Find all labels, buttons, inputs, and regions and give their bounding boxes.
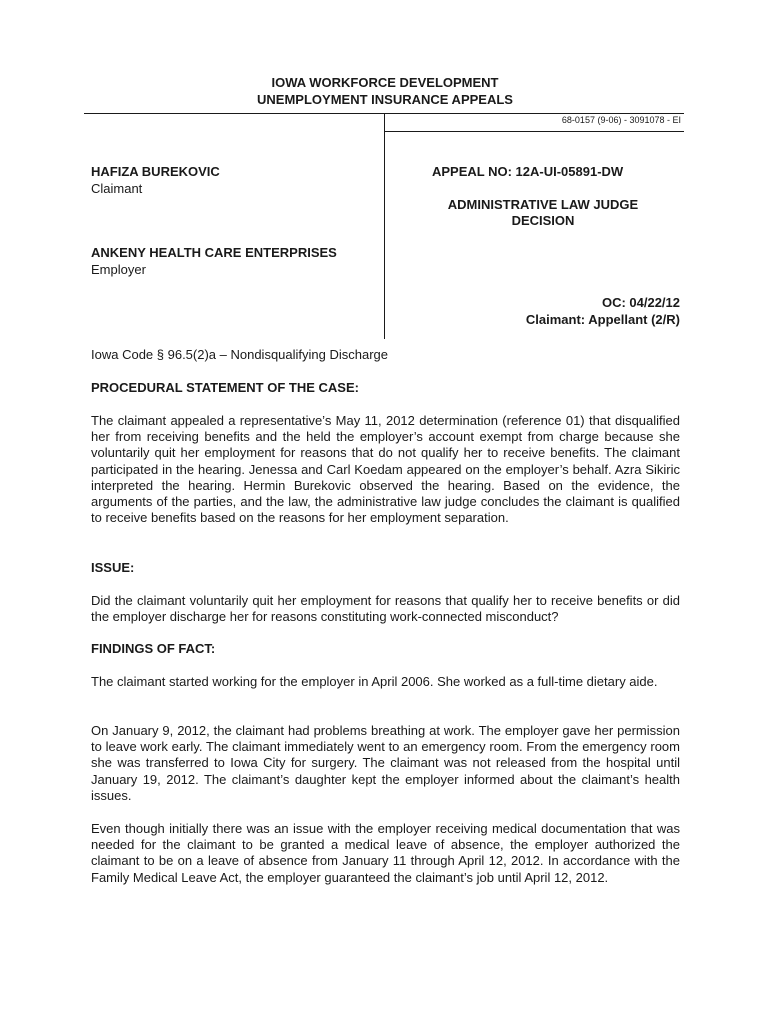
caption-divider (384, 114, 385, 339)
claimant-name: HAFIZA BUREKOVIC (91, 164, 220, 179)
findings-paragraph-2: On January 9, 2012, the claimant had problems breathing at work. The employer gave her permission to leave work early. The claimant immediately went to an emergency room. From the emergency room she was transferred to Iowa City for surgery. The claimant was not released from the hospital until January 19, 2012. The claimant’s daughter kept the employer informed about the claimant’s health issues. (91, 723, 680, 803)
decision-title: ADMINISTRATIVE LAW JUDGE (447, 197, 639, 212)
findings-paragraph-1: The claimant started working for the employer in April 2006. She worked as a full-time dietary aide. (91, 674, 658, 689)
caption-right-rule (384, 131, 684, 132)
employer-name: ANKENY HEALTH CARE ENTERPRISES (91, 245, 337, 260)
form-number: 68-0157 (9-06) - 3091078 - EI (561, 115, 681, 125)
employer-label: Employer (91, 262, 146, 277)
agency-name: IOWA WORKFORCE DEVELOPMENT (271, 75, 499, 90)
procedural-statement-paragraph: The claimant appealed a representative’s May 11, 2012 determination (reference 01) that disqualified her from receiving benefits and the held the employer’s account exempt from charge because she voluntarily quit her employment for reasons that do not qualify her to receive benefits. The claimant participated in the hearing. Jenessa and Carl Koedam appeared on the employer’s behalf. Azra Sikiric interpreted the hearing. Hermin Burekovic observed the hearing. Based on the evidence, the arguments of the parties, and the law, the administrative law judge concludes the claimant is qualified to receive benefits based on the reasons for her employment separation. (91, 413, 680, 526)
claimant-label: Claimant (91, 181, 143, 196)
heading-procedural-statement: PROCEDURAL STATEMENT OF THE CASE: (91, 380, 359, 395)
findings-paragraph-3: Even though initially there was an issue with the employer receiving medical documentation that was needed for the claimant to be granted a medical leave of absence, the employer authorized the claimant to be on a leave of absence from January 11 through April 12, 2012. In accordance with the Family Medical Leave Act, the employer guaranteed the claimant’s job until April 12, 2012. (91, 821, 680, 885)
appeal-number: APPEAL NO: 12A-UI-05891-DW (432, 164, 624, 179)
heading-findings-of-fact: FINDINGS OF FACT: (91, 641, 216, 656)
appellant-status: Claimant: Appellant (2/R) (525, 312, 680, 327)
code-reference: Iowa Code § 96.5(2)a – Nondisqualifying Discharge (91, 347, 389, 362)
decision-subtitle: DECISION (511, 213, 575, 228)
issue-paragraph: Did the claimant voluntarily quit her employment for reasons that qualify her to receive benefits or did the employer discharge her for reasons constituting work-connected misconduct? (91, 593, 680, 625)
heading-issue: ISSUE: (91, 560, 135, 575)
original-claim-date: OC: 04/22/12 (601, 295, 680, 310)
division-name: UNEMPLOYMENT INSURANCE APPEALS (257, 92, 513, 107)
